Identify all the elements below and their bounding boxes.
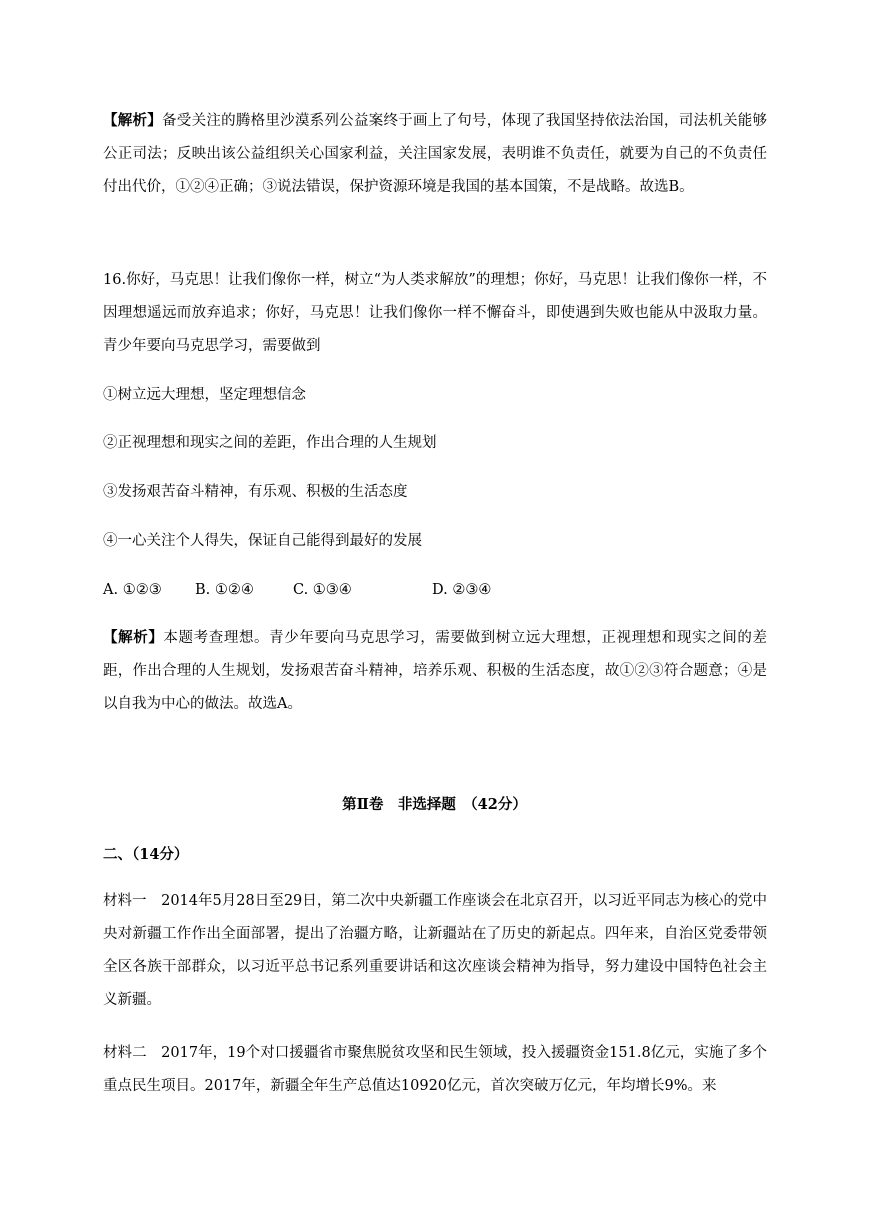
option-a: A. ①②③	[103, 582, 162, 598]
statement-2: ②正视理想和现实之间的差距，作出合理的人生规划	[103, 435, 437, 451]
analysis-paragraph-2	[103, 621, 767, 721]
analysis-paragraph-1	[103, 104, 767, 204]
analysis-text: 备受关注的腾格里沙漠系列公益案终于画上了句号，体现了我国坚持依法治国，司法机关能够公正司法；反映出该公益组织关心国家利益，关注国家发展，表明谁不负责任，就要为自己的不负责任付出代价，①②④正确；③说法错误，保护资源环境是我国的基本国策，不是战略。故选B。	[103, 113, 767, 195]
analysis-label: 【解析】	[103, 629, 164, 646]
statement-3: ③发扬艰苦奋斗精神，有乐观、积极的生活态度	[103, 484, 408, 500]
statement-4: ④一心关注个人得失，保证自己能得到最好的发展	[103, 533, 422, 549]
material-1: 材料一 2014年5月28日至29日，第二次中央新疆工作座谈会在北京召开，以习近平同志为核心的党中央对新疆工作作出全面部署，提出了治疆方略，让新疆站在了历史的新起点。四年来，自治区党委带领全区各族干部群众，以习近平总书记系列重要讲话和这次座谈会精神为指导，努力建设中国特色社会主义新疆。	[103, 893, 767, 1008]
option-c: C. ①③④	[293, 582, 352, 598]
option-d: D. ②③④	[432, 582, 492, 598]
section-title: 第Ⅱ卷 非选择题 （42分）	[342, 796, 527, 813]
part-heading: 二、（14分）	[103, 846, 189, 863]
statement-1: ①树立远大理想，坚定理想信念	[103, 387, 306, 403]
option-b: B. ①②④	[195, 582, 254, 598]
material-2: 材料二 2017年，19个对口援疆省市聚焦脱贫攻坚和民生领域，投入援疆资金151.8亿元，实施了多个重点民生项目。2017年，新疆全年生产总值达10920亿元，首次突破万亿元，年均增长9%。来	[103, 1045, 767, 1094]
analysis-label: 【解析】	[103, 112, 163, 129]
question-16-stem: 16.你好，马克思！让我们像你一样，树立“为人类求解放”的理想；你好，马克思！让我们像你一样，不因理想遥远而放弃追求；你好，马克思！让我们像你一样不懈奋斗，即使遇到失败也能从中汲取力量。青少年要向马克思学习，需要做到	[103, 272, 767, 354]
analysis-text: 本题考查理想。青少年要向马克思学习，需要做到树立远大理想，正视理想和现实之间的差距，作出合理的人生规划，发扬艰苦奋斗精神，培养乐观、积极的生活态度，故①②③符合题意；④是以自我为中心的做法。故选A。	[103, 630, 767, 712]
